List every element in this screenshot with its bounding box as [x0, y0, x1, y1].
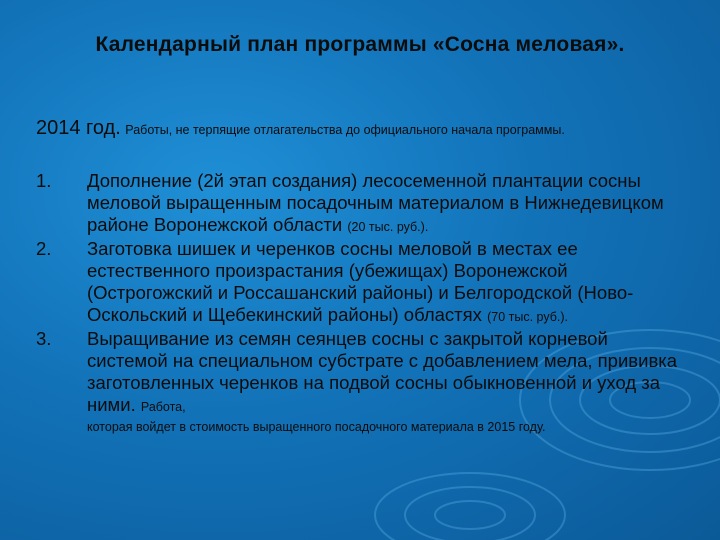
list-item — [36, 328, 686, 437]
item-number: 3. — [36, 328, 52, 349]
item-number: 1. — [36, 170, 52, 191]
plan-list — [36, 170, 686, 437]
item-text: Дополнение (2й этап создания) лесосеменной плантации сосны меловой выращенным посадочным материалом в Нижнедевицком районе Воронежской области — [87, 170, 664, 235]
item-cost: (20 тыс. руб.). — [347, 220, 429, 234]
item-number: 2. — [36, 238, 52, 259]
slide-title: Календарный план программы «Сосна меловая». — [95, 33, 625, 56]
list-item — [36, 238, 686, 328]
year-label: 2014 год. — [36, 117, 121, 139]
list-item — [36, 170, 686, 238]
year-heading — [36, 117, 565, 140]
year-note: Работы, не терпящие отлагательства до официального начала программы. — [125, 123, 565, 137]
item-text: Заготовка шишек и черенков сосны меловой в местах ее естественного произрастания (убежищах) Воронежской (Острогожский и Россашанский районы) и Белгородской (Ново-Оскольский и Щебекинский районы) областях — [87, 238, 634, 325]
item-cost: (70 тыс. руб.). — [487, 310, 568, 324]
item-text: Выращивание из семян сеянцев сосны с закрытой корневой системой на специальном субстрате с добавлением мела, прививка заготовленных черенков на подвой сосны обыкновенной и уход за ними. — [87, 328, 678, 415]
item-note: Работа, — [140, 400, 186, 414]
item-note-continuation: которая войдет в стоимость выращенного посадочного материала в 2015 году. — [87, 420, 546, 434]
